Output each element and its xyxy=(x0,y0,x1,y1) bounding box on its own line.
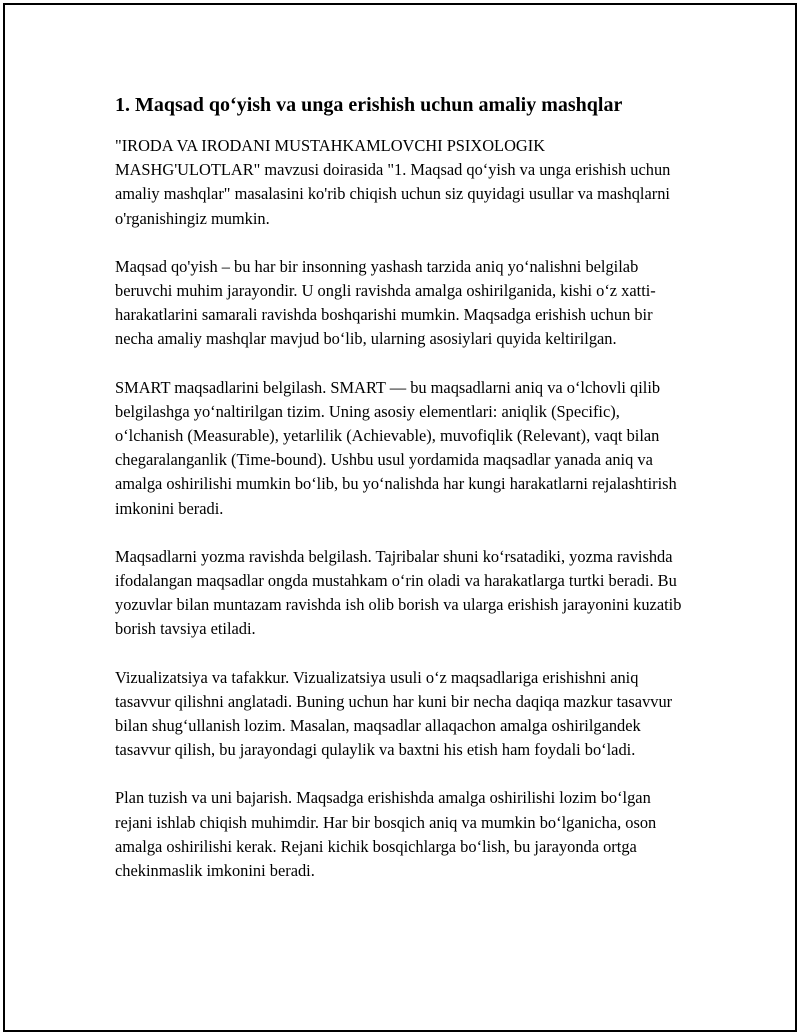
paragraph-visualization: Vizualizatsiya va tafakkur. Vizualizatsiya usuli o‘z maqsadlariga erishishni aniq tasavvur qilishni anglatadi. Buning uchun har kuni bir necha daqiqa mazkur tasavvur bilan shug‘ullanish lozim. Masalan, maqsadlar allaqachon amalga oshirilgandek tasavvur qilish, bu jarayondagi qulaylik va baxtni his etish ham foydali bo‘ladi. xyxy=(115,667,673,760)
document-title: 1. Maqsad qo‘yish va unga erishish uchun amaliy mashqlar xyxy=(115,94,623,116)
paragraph-intro: "IRODA VA IRODANI MUSTAHKAMLOVCHI PSIXOLOGIK MASHG'ULOTLAR" mavzusi doirasida "1. Maqsad qo‘yish va unga erishish uchun amaliy mashqlar" masalasini ko'rib chiqish uchun siz quyidagi usullar va mashqlarni o'rganishingiz mumkin. xyxy=(115,136,671,228)
paragraph-plan: Plan tuzish va uni bajarish. Maqsadga erishishda amalga oshirilishi lozim bo‘lgan rejani ishlab chiqish muhimdir. Har bir bosqich aniq va mumkin bo‘lganicha, oson amalga oshirilishi kerak. Rejani kichik bosqichlarga bo‘lish, bu jarayonda ortga chekinmaslik imkonini beradi. xyxy=(115,788,657,881)
document-body xyxy=(115,88,690,907)
paragraph-written-goals: Maqsadlarni yozma ravishda belgilash. Tajribalar shuni ko‘rsatadiki, yozma ravishda ifodalangan maqsadlar ongda mustahkam o‘rin oladi va harakatlarga turtki beradi. Bu yozuvlar bilan muntazam ravishda ish olib borish va ularga erishish jarayonini kuzatib borish tavsiya etiladi. xyxy=(115,546,682,639)
paragraph-smart: SMART maqsadlarini belgilash. SMART — bu maqsadlarni aniq va o‘lchovli qilib belgilashga yo‘naltirilgan tizim. Uning asosiy elementlari: aniqlik (Specific), o‘lchanish (Measurable), yetarlilik (Achievable), muvofiqlik (Relevant), vaqt bilan chegaralanganlik (Time-bound). Ushbu usul yordamida maqsadlar yanada aniq va amalga oshirilishi mumkin bo‘lib, bu yo‘nalishda har kungi harakatlarni rejalashtirish imkonini beradi. xyxy=(115,377,677,518)
paragraph-goal-setting: Maqsad qo'yish – bu har bir insonning yashash tarzida aniq yo‘nalishni belgilab beruvchi muhim jarayondir. U ongli ravishda amalga oshirilganida, kishi o‘z xatti-harakatlarini samarali ravishda boshqarishi mumkin. Maqsadga erishish uchun bir necha amaliy mashqlar mavjud bo‘lib, ularning asosiylari quyida keltirilgan. xyxy=(115,256,656,349)
